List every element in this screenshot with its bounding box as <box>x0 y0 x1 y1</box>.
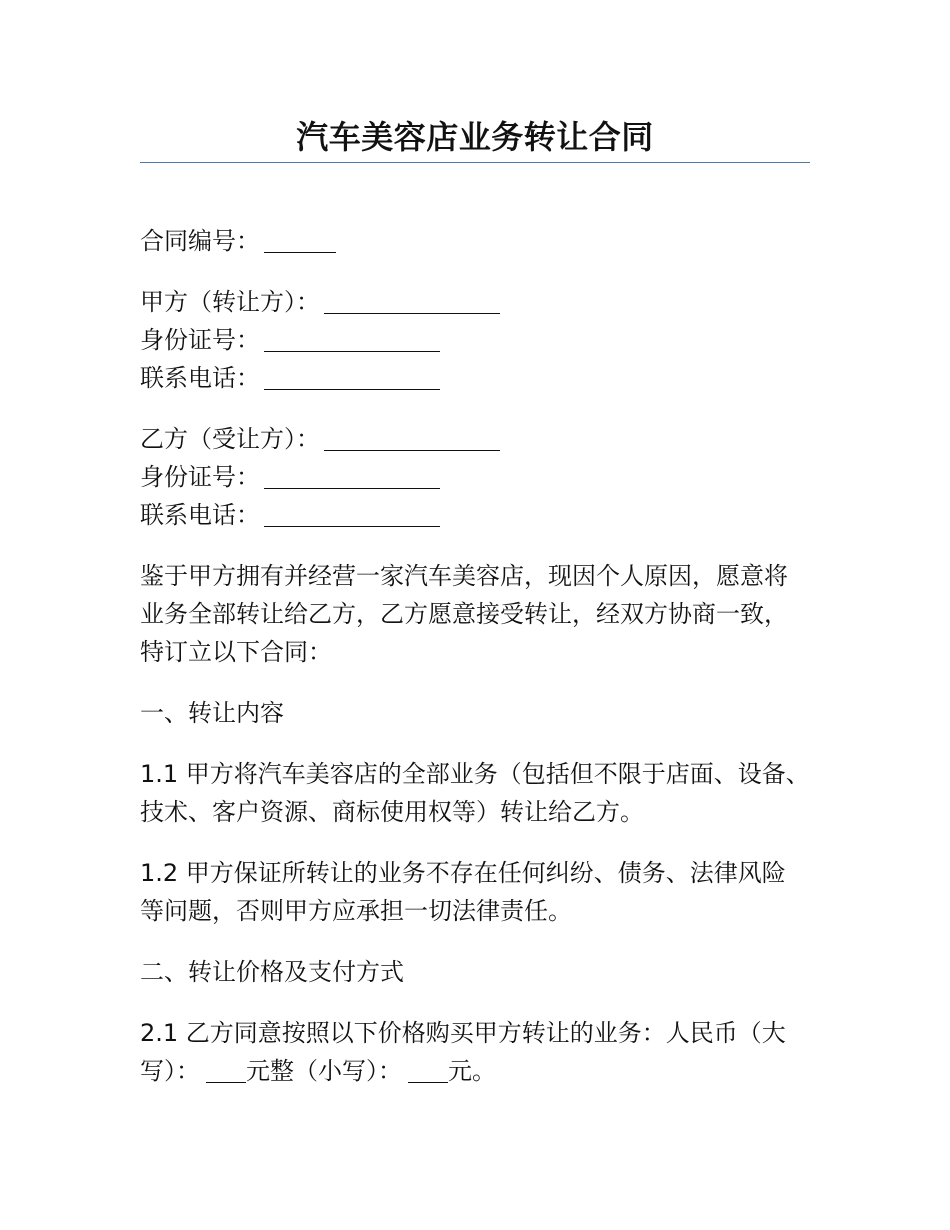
party-b-label: 乙方（受让方）： <box>140 425 320 453</box>
party-b-name-blank <box>324 426 500 451</box>
clause-1-2-line: 1.2 甲方保证所转让的业务不存在任何纠纷、债务、法律风险 <box>140 859 786 887</box>
party-a-label: 甲方（转让方）： <box>140 288 320 316</box>
party-b-phone-row <box>140 496 440 534</box>
party-a-name-blank <box>324 289 500 314</box>
party-b-id-label: 身份证号： <box>140 463 260 491</box>
price-uppercase-label: 写）： <box>140 1057 200 1085</box>
clause-1-1-line: 1.1 甲方将汽车美容店的全部业务（包括但不限于店面、设备、 <box>140 760 810 788</box>
party-a-phone-row <box>140 359 440 397</box>
party-b-id-blank <box>264 464 440 489</box>
party-a-id-label: 身份证号： <box>140 326 260 354</box>
party-b-phone-blank <box>264 502 440 527</box>
party-a-id-blank <box>264 327 440 352</box>
contract-number-blank <box>264 228 336 253</box>
preamble-line: 业务全部转让给乙方，乙方愿意接受转让，经双方协商一致， <box>140 600 788 628</box>
clause-1-1-line: 技术、客户资源、商标使用权等）转让给乙方。 <box>140 798 644 826</box>
price-unit-suffix: 元。 <box>448 1057 496 1085</box>
party-a-row <box>140 283 500 321</box>
party-b-id-row <box>140 458 440 496</box>
preamble-line: 鉴于甲方拥有并经营一家汽车美容店，现因个人原因，愿意将 <box>140 562 788 590</box>
contract-number-row <box>140 222 336 260</box>
party-b-phone-label: 联系电话： <box>140 501 260 529</box>
party-a-phone-label: 联系电话： <box>140 364 260 392</box>
section-1-heading: 一、转让内容 <box>140 699 284 727</box>
price-lowercase-label: 元整（小写）： <box>246 1057 402 1085</box>
title-divider <box>140 162 810 163</box>
document-title: 汽车美容店业务转让合同 <box>296 118 654 156</box>
party-b-row <box>140 420 500 458</box>
section-2-heading: 二、转让价格及支付方式 <box>140 958 404 986</box>
preamble-line: 特订立以下合同： <box>140 638 332 666</box>
clause-2-1-price-row <box>140 1052 496 1090</box>
price-lowercase-blank <box>408 1058 448 1083</box>
price-uppercase-blank <box>206 1058 246 1083</box>
contract-number-label: 合同编号： <box>140 227 260 255</box>
party-a-phone-blank <box>264 365 440 390</box>
clause-1-2-line: 等问题，否则甲方应承担一切法律责任。 <box>140 897 572 925</box>
clause-2-1-line: 2.1 乙方同意按照以下价格购买甲方转让的业务：人民币（大 <box>140 1019 786 1047</box>
party-a-id-row <box>140 321 440 359</box>
